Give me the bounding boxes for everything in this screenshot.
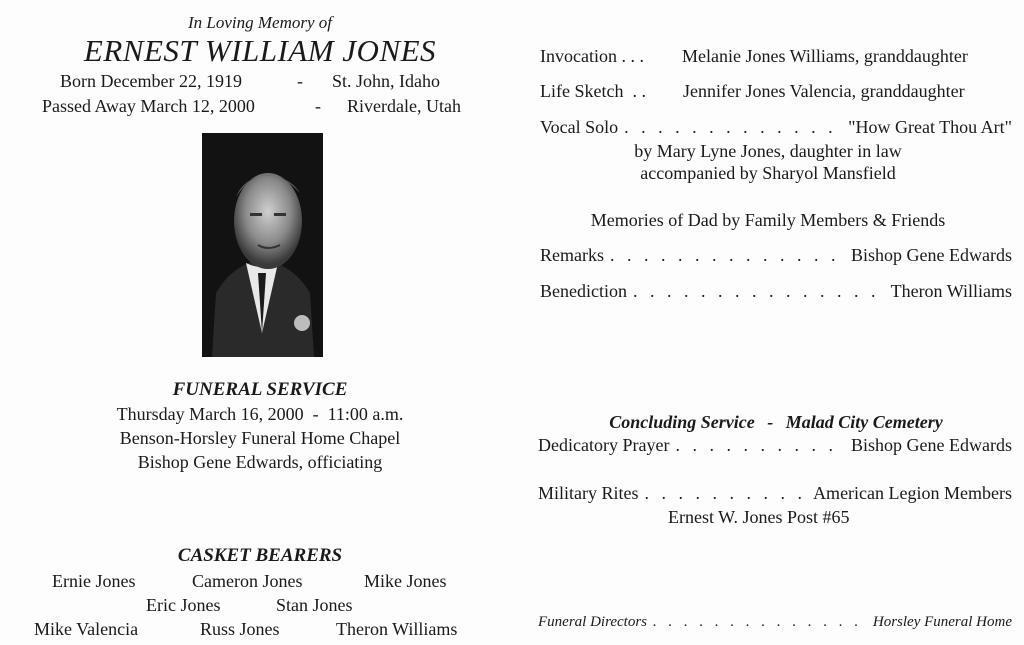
- concluding-place: Malad City Cemetery: [785, 412, 943, 432]
- casket-bearers-title: CASKET BEARERS: [177, 545, 343, 566]
- bearer-name: Mike Valencia: [34, 619, 139, 639]
- born-place: St. John, Idaho: [332, 71, 440, 91]
- vocal-solo-accompanist: accompanied by Sharyol Mansfield: [640, 163, 896, 183]
- funeral-place: Benson-Horsley Funeral Home Chapel: [119, 428, 401, 448]
- bearer-name: Stan Jones: [276, 595, 353, 615]
- bearer-name: Russ Jones: [200, 619, 280, 639]
- dedicatory-prayer-label: Dedicatory Prayer: [538, 435, 670, 455]
- vocal-solo-value: "How Great Thou Art": [848, 117, 1012, 137]
- vocal-solo-label: Vocal Solo: [540, 117, 619, 137]
- military-rites-value: American Legion Members: [813, 483, 1012, 503]
- leader-dots: [645, 482, 808, 504]
- military-rites-label: Military Rites: [538, 483, 639, 503]
- portrait-icon: [202, 133, 323, 357]
- right-panel: [520, 0, 1024, 645]
- remarks-label: Remarks: [540, 245, 604, 265]
- funeral-directors-value: Horsley Funeral Home: [872, 614, 1012, 630]
- vocal-solo-row: [540, 116, 1012, 138]
- invocation-value: Melanie Jones Williams, granddaughter: [682, 46, 968, 66]
- benediction-label: Benediction: [540, 281, 627, 301]
- concluding-separator: -: [767, 412, 774, 432]
- funeral-officiant: Bishop Gene Edwards, officiating: [137, 452, 383, 472]
- dedicatory-prayer-row: [538, 434, 1012, 456]
- in-memory-heading: In Loving Memory of: [187, 13, 332, 32]
- bearer-name: Ernie Jones: [52, 571, 136, 591]
- passed-separator: -: [315, 96, 321, 116]
- funeral-date-time: Thursday March 16, 2000 - 11:00 a.m.: [116, 404, 404, 424]
- born-date: Born December 22, 1919: [60, 71, 242, 91]
- bearer-name: Cameron Jones: [192, 571, 303, 591]
- leader-dots: [633, 280, 885, 302]
- memories-line: Memories of Dad by Family Members & Friends: [590, 210, 946, 230]
- benediction-row: [540, 280, 1012, 302]
- remarks-value: Bishop Gene Edwards: [851, 245, 1012, 265]
- leader-dots: [653, 611, 867, 633]
- funeral-directors-label: Funeral Directors: [538, 614, 648, 630]
- bearer-name: Mike Jones: [364, 571, 447, 591]
- leader-dots: [610, 244, 845, 266]
- funeral-directors-row: [538, 611, 1012, 633]
- concluding-title: Concluding Service: [609, 412, 755, 432]
- bearer-name: Theron Williams: [336, 619, 458, 639]
- vocal-solo-performer: by Mary Lyne Jones, daughter in law: [634, 141, 902, 161]
- life-sketch-value: Jennifer Jones Valencia, granddaughter: [683, 81, 965, 101]
- passed-date: Passed Away March 12, 2000: [42, 96, 255, 116]
- leader-dots: [675, 434, 845, 456]
- passed-place: Riverdale, Utah: [347, 96, 461, 116]
- military-rites-row: [538, 482, 1012, 504]
- bearer-name: Eric Jones: [146, 595, 221, 615]
- life-sketch-label: Life Sketch . .: [540, 81, 646, 101]
- deceased-name: ERNEST WILLIAM JONES: [83, 33, 437, 68]
- benediction-value: Theron Williams: [890, 281, 1012, 301]
- born-separator: -: [297, 71, 303, 91]
- dedicatory-prayer-value: Bishop Gene Edwards: [851, 435, 1012, 455]
- funeral-service-title: FUNERAL SERVICE: [172, 379, 348, 400]
- remarks-row: [540, 244, 1012, 266]
- invocation-label: Invocation . . .: [540, 46, 644, 66]
- leader-dots: [624, 116, 842, 138]
- concluding-service-title: [520, 411, 1024, 433]
- portrait-photo: [202, 133, 323, 357]
- military-post: Ernest W. Jones Post #65: [668, 507, 850, 527]
